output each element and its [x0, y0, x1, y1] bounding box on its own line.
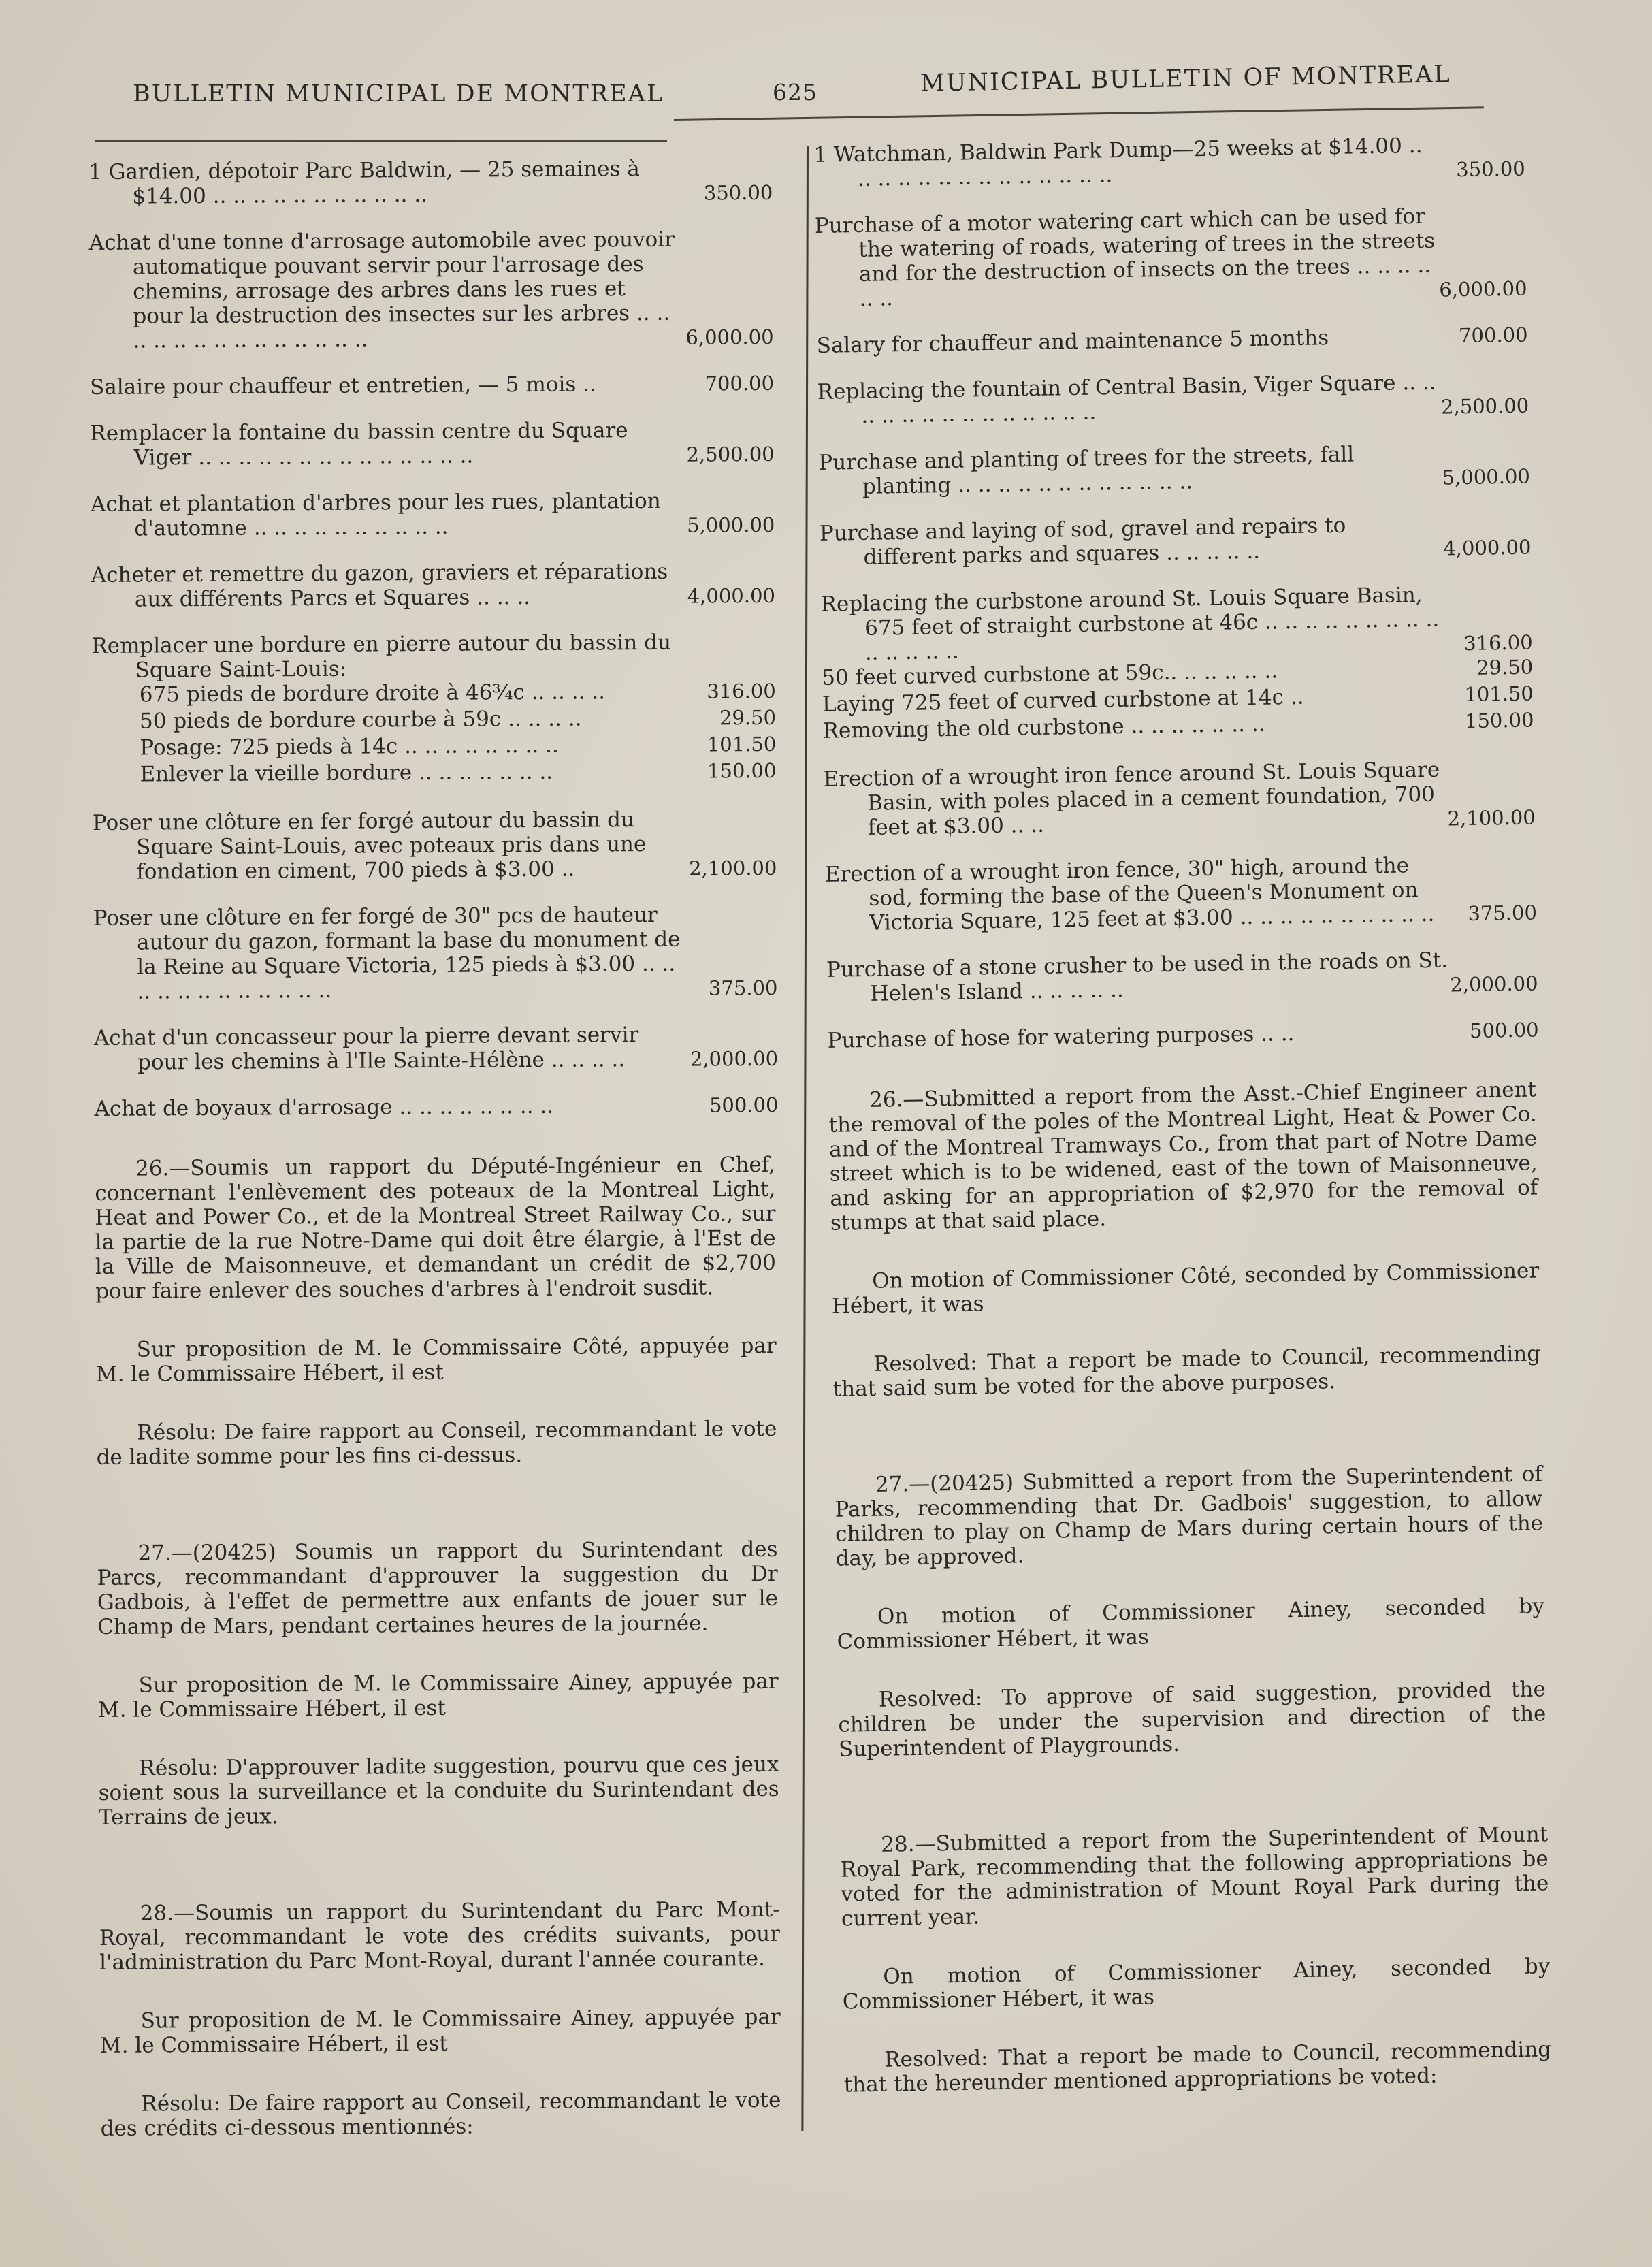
budget-item	[94, 1022, 781, 1075]
item-amount: 6,000.00	[1439, 276, 1527, 302]
item-amount: 350.00	[1455, 157, 1525, 182]
budget-item	[823, 756, 1536, 840]
item-description: 1 Watchman, Baldwin Park Dump—25 weeks at $14.00 .. .. .. .. .. .. .. .. .. .. .. .. .. ..	[813, 133, 1423, 191]
curbstone-group	[91, 630, 779, 789]
item-description: Achat d'un concasseur pour la pierre devant servir pour les chemins à l'Ile Sainte-Hélène .. .. .. ..	[93, 1023, 639, 1075]
budget-item	[820, 511, 1532, 570]
resolution-paragraph: Résolu: De faire rapport au Conseil, recommandant le vote de ladite somme pour les fins ci-dessus.	[96, 1416, 777, 1470]
budget-item	[90, 417, 777, 470]
header-left-title: BULLETIN MUNICIPAL DE MONTREAL	[133, 80, 664, 108]
line-amount: 150.00	[707, 758, 777, 783]
budget-item	[94, 1093, 781, 1121]
item-description: Salary for chauffeur and maintenance 5 months	[816, 325, 1329, 358]
item-description: Poser une clôture en fer forgé autour du bassin du Square Saint-Louis, avec poteaux pris dans une fondation en ciment, 700 pieds à $3.00 ..	[92, 807, 647, 884]
curbstone-heading: Replacing the curbstone around St. Louis Square Basin, 675 feet of straight curbstone at 46c .. .. .. .. .. .. .. .. .. .. .. .. .. ..	[820, 583, 1440, 665]
curbstone-first-amount: 316.00	[1463, 630, 1533, 656]
item-description: Poser une clôture en fer forgé de 30" pcs de hauteur autour du gazon, formant la base du monument de la Reine au Square Victoria, 125 pieds à $3.00 .. .. .. .. .. .. .. .. .. .. .. ..	[93, 902, 681, 1004]
minute-paragraph: 27.—(20425) Submitted a report from the Superintendent of Parks, recommending that Dr. Gadbois' suggestion, to allow children to play on Champ de Mars during certain hours of the day, be approved.	[835, 1462, 1544, 1571]
line-amount: 101.50	[707, 732, 777, 756]
header-right-title: MUNICIPAL BULLETIN OF MONTREAL	[920, 61, 1451, 97]
item-description: Achat et plantation d'arbres pour les rues, plantation d'automne .. .. .. .. .. .. .. .. .. ..	[90, 488, 661, 541]
budget-item	[815, 203, 1527, 312]
budget-item	[817, 369, 1529, 429]
budget-item	[93, 807, 781, 884]
curbstone-line	[140, 732, 779, 762]
item-amount: 350.00	[703, 180, 773, 205]
line-text: 675 pieds de bordure droite à 46¾c .. .. .. ..	[139, 679, 606, 707]
budget-item	[825, 851, 1538, 935]
item-description: Erection of a wrought iron fence around St. Louis Square Basin, with poles placed in a cement foundation, 700 feet at $3.00 .. ..	[823, 757, 1440, 840]
line-amount: 150.00	[1464, 708, 1534, 733]
item-amount: 700.00	[704, 371, 775, 396]
item-amount: 5,000.00	[1442, 464, 1531, 489]
resolution-paragraph: Résolu: D'approuver ladite suggestion, pourvu que ces jeux soient sous la surveillance et la conduite du Surintendant des Terrains de jeux.	[98, 1752, 779, 1830]
motion-paragraph: On motion of Commissioner Côté, seconded by Commissioner Hébert, it was	[831, 1258, 1540, 1319]
line-amount: 29.50	[1476, 655, 1534, 679]
item-description: Purchase of a motor watering cart which can be used for the watering of roads, watering of trees in the streets and for the destruction of insects on the trees .. .. .. .. .. ..	[814, 204, 1436, 311]
resolution-paragraph: Resolved: That a report be made to Council, recommending that the hereunder mentioned appropriations be voted:	[843, 2037, 1552, 2097]
item-description: Erection of a wrought iron fence, 30" high, around the sod, forming the base of the Queen's Monument on Victoria Square, 125 feet at $3.00 .. .. .. .. .. .. .. .. .. ..	[824, 853, 1435, 935]
item-description: Salaire pour chauffeur et entretien, — 5 mois ..	[89, 372, 596, 400]
curbstone-heading: Remplacer une bordure en pierre autour du bassin du Square Saint-Louis:	[91, 630, 672, 683]
budget-item	[91, 559, 779, 612]
item-description: Purchase of hose for watering purposes .. ..	[827, 1021, 1295, 1053]
line-text: Posage: 725 pieds à 14c .. .. .. .. .. .. .. ..	[140, 733, 559, 760]
curbstone-line	[140, 705, 779, 736]
motion-paragraph: Sur proposition de M. le Commissaire Ainey, appuyée par M. le Commissaire Hébert, il est	[97, 1669, 779, 1722]
item-amount: 4,000.00	[1443, 535, 1532, 560]
item-description: Remplacer la fontaine du bassin centre du Square Viger .. .. .. .. .. .. .. .. .. .. .. .. .. ..	[90, 418, 628, 470]
item-amount: 2,100.00	[689, 856, 777, 880]
motion-paragraph: On motion of Commissioner Ainey, seconded by Commissioner Hébert, it was	[837, 1594, 1545, 1654]
item-description: Purchase and planting of trees for the streets, fall planting .. .. .. .. .. .. .. .. .. .. .. ..	[818, 442, 1355, 499]
item-amount: 500.00	[1469, 1018, 1539, 1043]
minute-paragraph: 26.—Soumis un rapport du Député-Ingénieur en Chef, concernant l'enlèvement des poteaux de la Montreal Light, Heat and Power Co., et de la Montreal Street Railway Co., sur la partie de la rue Notre-Dame qui doit être élargie, à l'Est de la Ville de Maisonneuve, et demandant un crédit de $2,700 pour faire enlever des souches d'arbres à l'endroit susdit.	[95, 1152, 777, 1304]
item-amount: 375.00	[708, 976, 778, 1000]
motion-paragraph: Sur proposition de M. le Commissaire Côté, appuyée par M. le Commissaire Hébert, il est	[95, 1333, 777, 1387]
budget-item	[813, 132, 1525, 192]
line-text: 50 pieds de bordure courbe à 59c .. .. .. ..	[139, 706, 582, 734]
resolution-paragraph: Resolved: To approve of said suggestion, provided the children be under the supervision and direction of the Superintendent of Playgrounds.	[838, 1677, 1546, 1762]
item-amount: 700.00	[1458, 323, 1528, 348]
minute-paragraph: 27.—(20425) Soumis un rapport du Surintendant des Parcs, recommandant d'approuver la suggestion du Dr Gadbois, à l'effet de permettre aux enfants de jouer sur le Champ de Mars, pendant certaines heures de la journée.	[97, 1537, 779, 1639]
item-description: Purchase of a stone crusher to be used in the roads on St. Helen's Island .. .. .. .. ..	[826, 948, 1448, 1006]
item-amount: 2,000.00	[1450, 971, 1538, 997]
item-amount: 2,500.00	[686, 442, 775, 466]
budget-item	[89, 227, 777, 353]
item-description: Purchase and laying of sod, gravel and repairs to different parks and squares .. .. .. .. ..	[819, 513, 1346, 570]
line-text: Enlever la vieille bordure .. .. .. .. .. .. ..	[140, 759, 553, 787]
minute-paragraph: 26.—Submitted a report from the Asst.-Chief Engineer anent the removal of the poles of the Montreal Light, Heat & Power Co. and of the Montreal Tramways Co., from that part of Notre Dame street which is to be widened, east of the town of Maisonneuve, and asking for an appropriation of $2,970 for the removal of stumps at that said place.	[828, 1077, 1538, 1236]
item-amount: 375.00	[1468, 901, 1538, 926]
budget-item	[826, 946, 1538, 1006]
item-description: Achat de boyaux d'arrosage .. .. .. .. .. .. .. ..	[94, 1093, 554, 1121]
column-divider	[801, 146, 809, 2131]
minute-paragraph: 28.—Soumis un rapport du Surintendant du Parc Mont-Royal, recommandant le vote des crédits suivants, pour l'administration du Parc Mont-Royal, durant l'année courante.	[99, 1897, 781, 1975]
header-rule-right	[674, 106, 1484, 121]
line-amount: 29.50	[719, 705, 777, 730]
motion-paragraph: Sur proposition de M. le Commissaire Ainey, appuyée par M. le Commissaire Hébert, il est	[99, 2004, 781, 2058]
minute-paragraph: 28.—Submitted a report from the Superintendent of Mount Royal Park, recommending that the following appropriations be voted for the administration of Mount Royal Park during the current year.	[840, 1822, 1549, 1931]
resolution-paragraph: Resolved: That a report be made to Council, recommending that said sum be voted for the above purposes.	[832, 1341, 1541, 1402]
header-rule-left	[95, 140, 667, 142]
budget-item	[93, 902, 781, 1004]
line-amount: 101.50	[1464, 681, 1534, 707]
curbstone-line	[140, 758, 779, 789]
resolution-paragraph: Résolu: De faire rapport au Conseil, recommandant le vote des crédits ci-dessous mentionnés:	[100, 2087, 781, 2141]
motion-paragraph: On motion of Commissioner Ainey, seconded by Commissioner Hébert, it was	[842, 1954, 1551, 2014]
item-amount: 2,100.00	[1447, 805, 1536, 831]
item-amount: 4,000.00	[687, 583, 776, 608]
item-amount: 500.00	[709, 1093, 779, 1117]
budget-item	[90, 371, 777, 400]
item-description: Acheter et remettre du gazon, graviers et réparations aux différents Parcs et Squares .. .. ..	[91, 559, 668, 612]
budget-item	[91, 488, 778, 541]
english-column	[813, 132, 1556, 2132]
curbstone-line	[140, 679, 779, 709]
item-amount: 6,000.00	[685, 325, 774, 349]
curbstone-group	[820, 581, 1534, 745]
item-amount: 2,000.00	[690, 1046, 779, 1071]
item-description: Achat d'une tonne d'arrosage automobile avec pouvoir automatique pouvant servir pour l'arrosage des chemins, arrosage des arbres dans les rues et pour la destruction des insectes sur les arbres .. .. .. .. .. .. .. .. .. .. .. .. .. ..	[88, 227, 675, 353]
line-text: Laying 725 feet of curved curbstone at 14c ..	[822, 684, 1304, 717]
french-column	[88, 156, 788, 2175]
budget-item	[88, 156, 776, 209]
line-text: Removing the old curbstone .. .. .. .. .. .. ..	[822, 711, 1265, 743]
item-amount: 2,500.00	[1440, 393, 1529, 419]
item-description: Replacing the fountain of Central Basin, Viger Square .. .. .. .. .. .. .. .. .. .. .. .. .. ..	[817, 370, 1436, 428]
line-amount: 316.00	[707, 679, 776, 703]
item-amount: 5,000.00	[687, 513, 775, 537]
budget-item	[816, 323, 1527, 358]
page-number: 625	[773, 79, 817, 106]
line-text: 50 feet curved curbstone at 59c.. .. .. .. .. ..	[822, 658, 1278, 690]
item-description: 1 Gardien, dépotoir Parc Baldwin, — 25 semaines à $14.00 .. .. .. .. .. .. .. .. .. .. ..	[88, 157, 640, 209]
budget-item	[818, 440, 1530, 500]
budget-item	[827, 1017, 1538, 1052]
